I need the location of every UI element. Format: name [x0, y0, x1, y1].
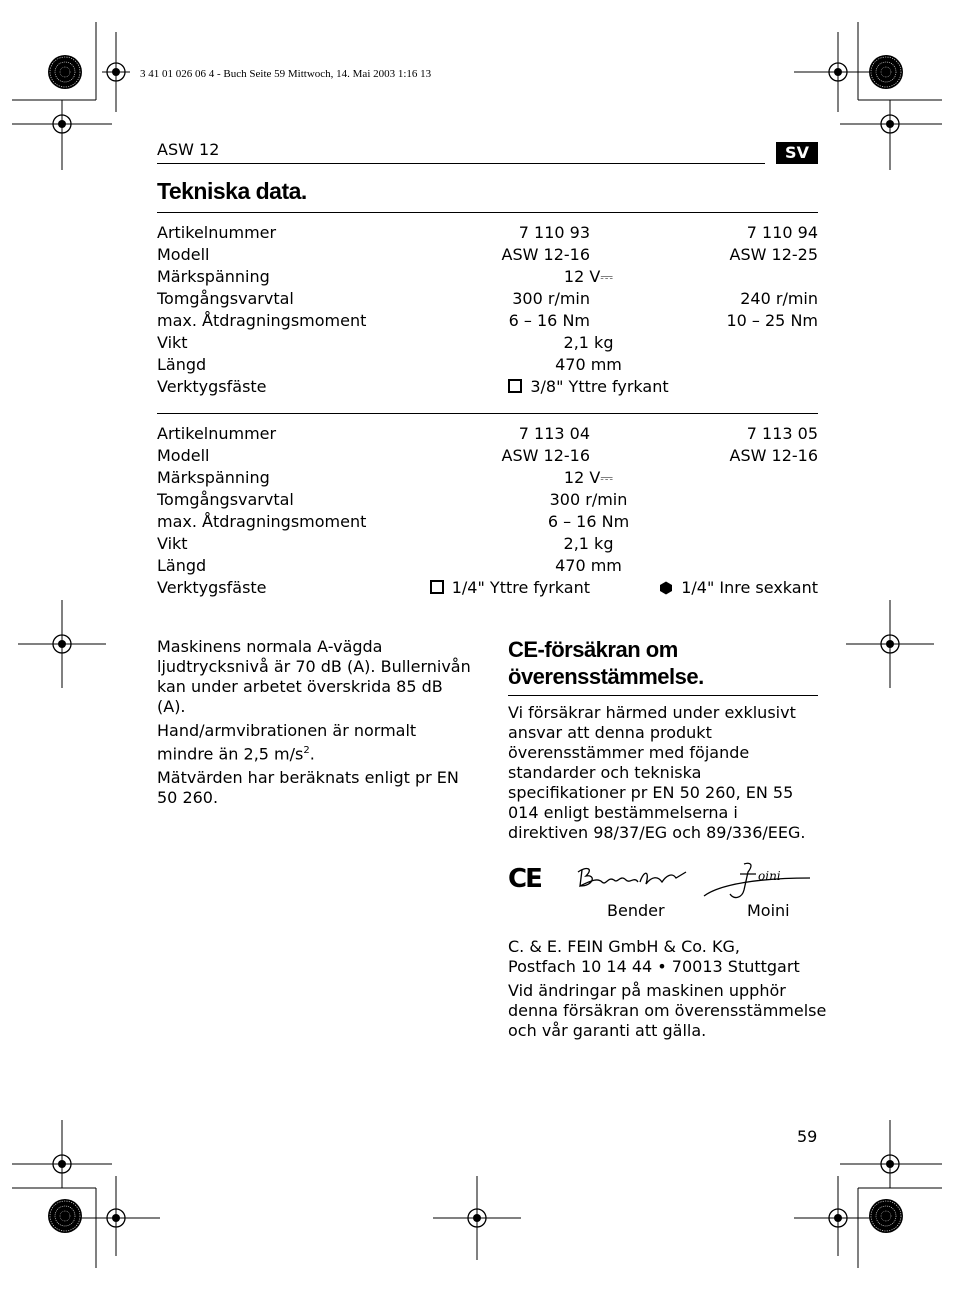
spec-value: ASW 12-16 — [501, 245, 590, 264]
table-divider — [157, 413, 818, 414]
hex-socket-icon — [659, 581, 673, 595]
spec-value: 470 mm — [555, 355, 622, 374]
table-row — [157, 533, 818, 555]
ce-mark-icon: CE — [508, 864, 541, 894]
company-name: C. & E. FEIN GmbH & Co. KG, — [508, 937, 740, 956]
spec-value: 6 – 16 Nm — [547, 512, 630, 531]
table-row — [157, 310, 818, 332]
signature-moini-icon — [700, 860, 816, 904]
spec-value: 470 mm — [555, 556, 622, 575]
noise-info — [157, 637, 472, 812]
table-row — [157, 489, 818, 511]
spec-label: Märkspänning — [157, 267, 270, 286]
spec-label: Tomgångsvarvtal — [157, 490, 294, 509]
signer-name-bender: Bender — [607, 901, 665, 920]
spec-value: 1/4" Yttre fyrkant — [417, 577, 590, 599]
spec-label: Verktygsfäste — [157, 578, 267, 597]
measurement-text: Mätvärden har beräknats enligt pr EN 50 260. — [157, 768, 459, 808]
page-header — [157, 140, 818, 164]
spec-label: Vikt — [157, 534, 188, 553]
validity-notice: Vid ändringar på maskinen upphör denna försäkran om överensstämmelse och vår garanti att gälla. — [508, 981, 827, 1040]
table-row — [157, 222, 818, 244]
square-drive-icon — [430, 580, 444, 594]
spec-value: 12 V⎓ — [563, 468, 614, 487]
spec-value: 12 V⎓ — [563, 267, 614, 286]
vibration-text: Hand/armvibrationen är normalt mindre än 2,5 $m/s^2$. — [157, 721, 417, 764]
table-row — [157, 511, 818, 533]
table-row — [157, 288, 818, 310]
spec-value: 7 113 04 — [518, 424, 590, 443]
table-row — [157, 266, 818, 288]
spec-label: Verktygsfäste — [157, 377, 267, 396]
spec-label: Modell — [157, 245, 210, 264]
table-row — [157, 332, 818, 354]
svg-text:oini: oini — [758, 869, 781, 883]
table-row — [157, 467, 818, 489]
print-info: 3 41 01 026 06 4 - Buch Seite 59 Mittwoch, 14. Mai 2003 1:16 13 — [140, 68, 432, 80]
ce-declaration — [508, 703, 820, 847]
table-row — [157, 555, 818, 577]
spec-label: Artikelnummer — [157, 424, 277, 443]
spec-value: 6 – 16 Nm — [508, 311, 590, 330]
spec-value: 7 110 93 — [518, 223, 590, 242]
table-row — [157, 423, 818, 445]
spec-value: 1/4" Inre sexkant — [590, 577, 818, 599]
title-rule — [157, 212, 818, 213]
spec-value: 300 r/min — [549, 490, 628, 509]
spec-value: ASW 12-16 — [729, 446, 818, 465]
spec-table-1 — [157, 222, 818, 398]
postal-address: Postfach 10 14 44 • 70013 Stuttgart — [508, 957, 800, 976]
ce-title: CE-försäkran om överensstämmelse. — [508, 637, 704, 689]
color-target-icon — [869, 1199, 903, 1233]
spec-value: 240 r/min — [740, 289, 818, 308]
spec-label: Vikt — [157, 333, 188, 352]
spec-value: ASW 12-25 — [729, 245, 818, 264]
header-rule — [157, 163, 765, 164]
noise-level-text: Maskinens normala A-vägda ljudtrycksnivå är 70 dB (A). Bullernivån kan under arbetet överskrida 85 dB (A). — [157, 637, 471, 716]
table-row — [157, 376, 818, 398]
spec-value: 10 – 25 Nm — [726, 311, 818, 330]
spec-value: 7 113 05 — [746, 424, 818, 443]
color-target-icon — [48, 1199, 82, 1233]
spec-table-2 — [157, 423, 818, 599]
table-row — [157, 244, 818, 266]
spec-value: 2,1 kg — [563, 333, 614, 352]
table-row — [157, 445, 818, 467]
page-title: Tekniska data. — [157, 178, 307, 204]
ce-title-rule — [508, 695, 818, 696]
ce-declaration-text: Vi försäkrar härmed under exklusivt ansvar att denna produkt överensstämmer med föjande standarder och tekniska specifikationer pr EN 50 260, EN 55 014 enligt bestämmelserna i direktiven 98/37/EG och 89/336/EEG. — [508, 703, 806, 842]
spec-value: ASW 12-16 — [501, 446, 590, 465]
spec-label: Artikelnummer — [157, 223, 277, 242]
spec-value: 300 r/min — [512, 289, 590, 308]
spec-label: Tomgångsvarvtal — [157, 289, 294, 308]
spec-value: 7 110 94 — [746, 223, 818, 242]
spec-label: Modell — [157, 446, 210, 465]
page-number: 59 — [797, 1127, 818, 1146]
spec-label: Längd — [157, 355, 207, 374]
table-row — [157, 577, 818, 599]
signature-bender-icon — [572, 862, 692, 896]
square-drive-icon — [508, 379, 522, 393]
spec-label: max. Åtdragningsmoment — [157, 512, 367, 531]
header-model: ASW 12 — [157, 140, 220, 159]
spec-label: Märkspänning — [157, 468, 270, 487]
color-target-icon — [48, 55, 82, 89]
spec-value: 3/8" Yttre fyrkant — [417, 376, 818, 398]
company-address — [508, 937, 828, 1041]
language-badge: SV — [776, 142, 818, 164]
signer-name-moini: Moini — [747, 901, 790, 920]
table-row — [157, 354, 818, 376]
spec-label: max. Åtdragningsmoment — [157, 311, 367, 330]
spec-value: 2,1 kg — [563, 534, 614, 553]
spec-label: Längd — [157, 556, 207, 575]
